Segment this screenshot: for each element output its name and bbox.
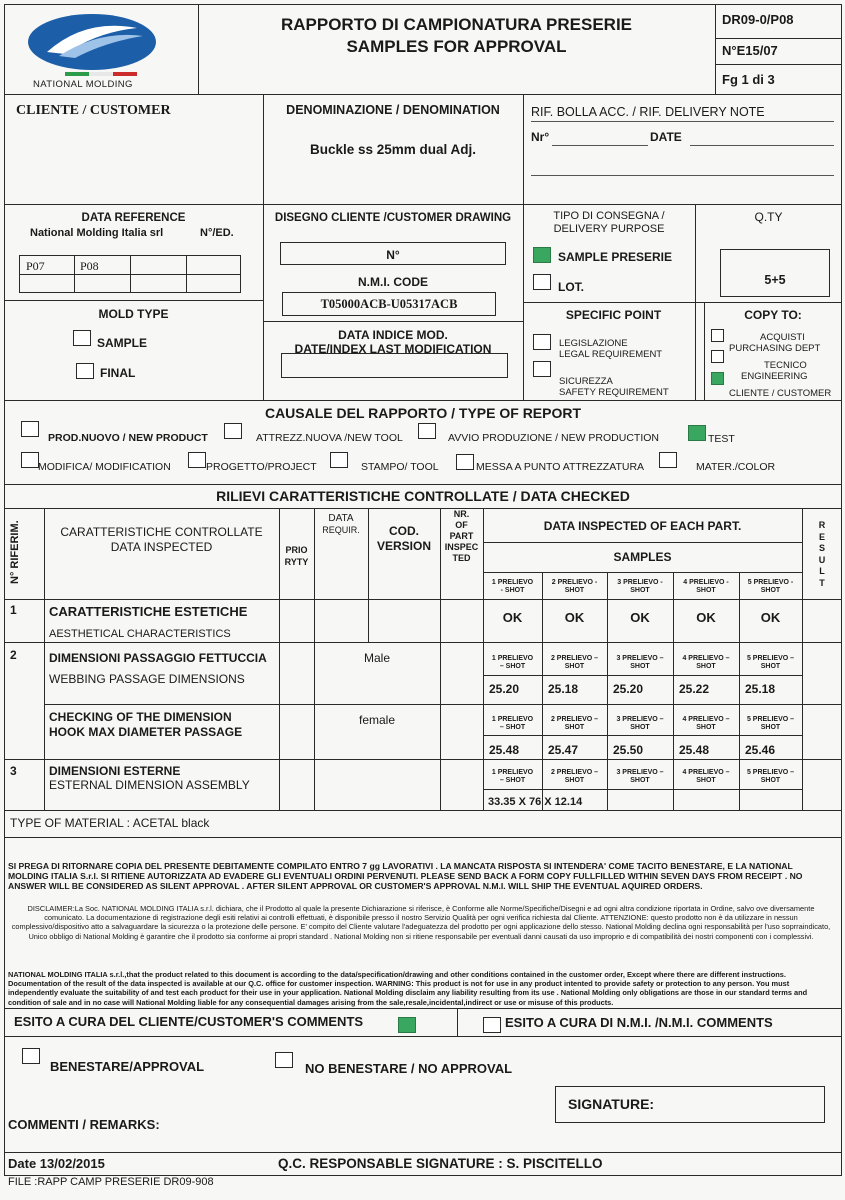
copy-purchasing-checkbox[interactable] xyxy=(711,329,724,342)
report-new-tool-checkbox[interactable] xyxy=(224,423,242,439)
report-modification-label: MODIFICA/ MODIFICATION xyxy=(38,461,171,473)
delivery-note-label: RIF. BOLLA ACC. / RIF. DELIVERY NOTE xyxy=(531,105,765,119)
edition-cell: P08 xyxy=(80,259,99,273)
copy-engineering-checkbox[interactable] xyxy=(711,372,724,385)
data-reference-value: National Molding Italia srl xyxy=(30,227,164,239)
nr-label: Nr° xyxy=(531,130,550,144)
shot-header: 1 PRELIEVO – SHOT xyxy=(491,655,534,670)
sample-value: 25.48 xyxy=(489,743,520,757)
safety-requirement-checkbox[interactable] xyxy=(533,361,551,377)
sample-value: 25.47 xyxy=(548,743,579,757)
shot-header: 1 PRELIEVO – SHOT xyxy=(491,769,534,784)
report-tool-tuning-checkbox[interactable] xyxy=(456,454,474,470)
mold-sample-checkbox[interactable] xyxy=(73,330,91,346)
version-column-header: VERSION xyxy=(376,539,431,553)
priority-column-header: PRIO xyxy=(285,545,308,555)
report-new-product-label: PROD.NUOVO / NEW PRODUCT xyxy=(48,432,208,444)
each-part-header: DATA INSPECTED OF EACH PART. xyxy=(543,519,742,533)
approval-notice: SI PREGA DI RITORNARE COPIA DEL PRESENTE DEBITAMENTE COMPILATO ENTRO 7 gg LAVORATIVI . LA MANCATA RISPOSTA SI INTENDERA' COME TACITO BENESTARE, E LA NATIONAL MOLDING ITALIA S.r.l. SI RITIENE AUTORIZZATA AD EVADERE GLI EVENTUALI ORDINI PERVENUTI. PLEASE SEND BACK A FORM COPY FULLFILLED WITHIN SEVEN DAYS FROM RECEIPT . NO ANSWER WILL BE CONSIDERED AS SILENT APPROVAL . AFTER SILENT APPROVAL OR CUSTOMER'S APPROVAL N.M.I. WILL SHIP THE EVENTUAL AQUIRED ORDERS. xyxy=(8,861,803,891)
company-logo xyxy=(25,12,165,92)
customer-comments-label: ESITO A CURA DEL CLIENTE/CUSTOMER'S COMMENTS xyxy=(14,1014,364,1029)
title-italian: RAPPORTO DI CAMPIONATURA PRESERIE xyxy=(280,15,633,34)
sample-preserie-checkbox[interactable] xyxy=(533,247,551,263)
nmi-code-value: T05000ACB-U05317ACB xyxy=(320,297,458,311)
shot-header: 3 PRELIEVO – SHOT xyxy=(616,655,664,670)
sicurezza-label: SICUREZZA xyxy=(559,376,613,387)
data-req-column-header: DATA xyxy=(328,513,354,524)
row-number: 2 xyxy=(10,648,17,662)
report-test-label: TEST xyxy=(708,433,735,445)
data-checked-title: RILIEVI CARATTERISTICHE CONTROLLATE / DATA CHECKED xyxy=(216,488,630,504)
char-column-header: CARATTERISTICHE CONTROLLATE xyxy=(60,525,263,539)
delivery-purpose-label: TIPO DI CONSEGNA / xyxy=(553,210,665,222)
row-name-en: ESTERNAL DIMENSION ASSEMBLY xyxy=(49,778,250,792)
shot-header: 3 PRELIEVO - SHOT xyxy=(617,579,663,594)
nr-parts-column-header: NR. OF PART INSPEC TED xyxy=(444,509,479,563)
title-english: SAMPLES FOR APPROVAL xyxy=(346,37,567,56)
requirement-value: female xyxy=(358,713,396,727)
row-number: 3 xyxy=(10,764,17,778)
nmi-comments-label: ESITO A CURA DI N.M.I. /N.M.I. COMMENTS xyxy=(505,1015,773,1030)
shot-header: 5 PRELIEVO – SHOT xyxy=(746,716,795,731)
qc-signature: Q.C. RESPONSABLE SIGNATURE : S. PISCITELLO xyxy=(278,1156,603,1171)
sample-value: 25.48 xyxy=(679,743,710,757)
sample-value: 33.35 X 76 X 12.14 xyxy=(488,796,583,808)
row-name: DIMENSIONI PASSAGGIO FETTUCCIA xyxy=(49,651,267,665)
delivery-purpose-label-en: DELIVERY PURPOSE xyxy=(553,223,665,235)
sample-value: 25.18 xyxy=(548,682,579,696)
acquisti-label: ACQUISTI xyxy=(760,332,805,343)
mold-final-label: FINAL xyxy=(100,366,136,380)
denomination-value: Buckle ss 25mm dual Adj. xyxy=(309,142,477,157)
sample-value: 25.50 xyxy=(613,743,644,757)
qty-label: Q.TY xyxy=(754,210,783,224)
report-material-color-label: MATER./COLOR xyxy=(696,461,776,473)
row-name: DIMENSIONI ESTERNE xyxy=(49,764,181,778)
shot-header: 4 PRELIEVO – SHOT xyxy=(682,716,730,731)
sample-preserie-label: SAMPLE PRESERIE xyxy=(558,250,673,264)
data-reference-label: DATA REFERENCE xyxy=(81,212,186,224)
disclaimer-italian: DISCLAIMER:La Soc. NATIONAL MOLDING ITALIA s.r.l. dichiara, che il Prodotto al quale la presente Dichiarazione si riferisce, è Conforme alle Norme/Specifiche/Disegni e ad ogni altra condizione riportata in Ordine, salvo ove diversamente comunicato. La documentazione di registrazione degli esiti relativi ai controlli effettuati, è disponibile presso il nostro Servizio Qualità per ogni verifica richiesta dal Cliente. ATTENZIONE: questo prodotto non è da utilizzare in nessun complessivo/dispositivo atto a salvaguardare la sicurezza o la protezione delle persone. E' compito del Cliente valutare l'adeguatezza del prodotto per ogni applicazione dello stesso. National Molding declina ogni responsabilità per l'uso soprraindicato, Unico obbligo di National Molding è garantire che il prodotto sia conforme ai propri standard . National Molding non si ritiene responsabile per eventuali danni causati da uso improprio e di compatibilità dei nostri componenti con i complessivi. xyxy=(11,904,831,941)
edition-cell: P07 xyxy=(26,259,45,273)
customer-drawing-label: DISEGNO CLIENTE /CUSTOMER DRAWING xyxy=(274,212,512,224)
doc-code: DR09-0/P08 xyxy=(722,12,794,27)
copy-to-label: COPY TO: xyxy=(744,308,802,322)
qty-value: 5+5 xyxy=(764,273,786,287)
result-column-header: R E S U L T xyxy=(818,520,826,588)
report-new-production-checkbox[interactable] xyxy=(418,423,436,439)
row-name-en: HOOK MAX DIAMETER PASSAGE xyxy=(49,725,243,739)
date-field: Date 13/02/2015 xyxy=(8,1156,105,1171)
engineering-label: ENGINEERING xyxy=(741,371,808,382)
report-modification-checkbox[interactable] xyxy=(21,452,39,468)
date-label: DATE xyxy=(650,130,682,144)
shot-header: 3 PRELIEVO – SHOT xyxy=(616,769,664,784)
shot-header: 4 PRELIEVO – SHOT xyxy=(682,655,730,670)
approval-checkbox[interactable] xyxy=(22,1048,40,1064)
nmi-code-label: N.M.I. CODE xyxy=(357,275,428,289)
report-type-title: CAUSALE DEL RAPPORTO / TYPE OF REPORT xyxy=(264,405,582,421)
priority-column-header-2: RYTY xyxy=(284,557,309,567)
specific-point-label: SPECIFIC POINT xyxy=(565,308,662,322)
mold-final-checkbox[interactable] xyxy=(76,363,94,379)
legislazione-label: LEGISLAZIONE xyxy=(559,338,628,349)
sample-value: 25.20 xyxy=(613,682,644,696)
sample-value: 25.18 xyxy=(745,682,776,696)
mold-sample-label: SAMPLE xyxy=(97,336,148,350)
char-column-header-en: DATA INSPECTED xyxy=(110,540,213,554)
report-new-tool-label: ATTREZZ.NUOVA /NEW TOOL xyxy=(256,432,403,444)
no-approval-checkbox[interactable] xyxy=(275,1052,293,1068)
report-new-production-label: AVVIO PRODUZIONE / NEW PRODUCTION xyxy=(448,432,659,444)
sample-value: 25.22 xyxy=(679,682,710,696)
row-name-en: WEBBING PASSAGE DIMENSIONS xyxy=(49,672,245,686)
signature-label: SIGNATURE: xyxy=(568,1096,655,1112)
shot-header: 5 PRELIEVO - SHOT xyxy=(747,579,794,594)
index-modification-label: DATA INDICE MOD. xyxy=(338,328,448,342)
report-test-checkbox[interactable] xyxy=(688,425,706,441)
safety-requirement-label: SAFETY REQUIREMENT xyxy=(559,387,669,398)
legal-requirement-label: LEGAL REQUIREMENT xyxy=(559,349,663,360)
index-modification-label-en: DATE/INDEX LAST MODIFICATION xyxy=(294,342,492,356)
drawing-number-label: N° xyxy=(386,248,400,262)
row-name-en: AESTHETICAL CHARACTERISTICS xyxy=(49,628,231,640)
shot-header: 4 PRELIEVO - SHOT xyxy=(683,579,729,594)
no-approval-label: NO BENESTARE / NO APPROVAL xyxy=(305,1061,513,1076)
nmi-comments-checkbox[interactable] xyxy=(483,1017,501,1033)
copy-customer-label: CLIENTE / CUSTOMER xyxy=(729,388,832,399)
shot-header: 2 PRELIEVO – SHOT xyxy=(550,769,599,784)
row-name: CHECKING OF THE DIMENSION xyxy=(49,710,232,724)
shot-header: 3 PRELIEVO – SHOT xyxy=(616,716,664,731)
data-req-column-header-2: REQUIR. xyxy=(322,525,360,535)
row-name: CARATTERISTICHE ESTETICHE xyxy=(49,604,248,619)
sheet-number: Fg 1 di 3 xyxy=(722,72,775,87)
sample-value: 25.46 xyxy=(745,743,776,757)
brand-name: NATIONAL MOLDING xyxy=(33,79,133,90)
report-project-label: PROGETTO/PROJECT xyxy=(206,461,317,473)
sample-value: OK xyxy=(760,610,781,625)
shot-header: 2 PRELIEVO – SHOT xyxy=(550,716,599,731)
row-number: 1 xyxy=(10,603,17,617)
shot-header: 2 PRELIEVO - SHOT xyxy=(551,579,598,594)
purchasing-dept-label: PURCHASING DEPT xyxy=(729,343,821,354)
report-tool-label: STAMPO/ TOOL xyxy=(361,461,439,473)
legal-requirement-checkbox[interactable] xyxy=(533,334,551,350)
report-new-product-checkbox[interactable] xyxy=(21,421,39,437)
sample-value: 25.20 xyxy=(489,682,520,696)
samples-header: SAMPLES xyxy=(613,550,672,564)
report-project-checkbox[interactable] xyxy=(188,452,206,468)
edition-grid xyxy=(19,255,241,293)
material-type: TYPE OF MATERIAL : ACETAL black xyxy=(10,816,210,830)
remarks-label: COMMENTI / REMARKS: xyxy=(8,1117,160,1132)
customer-label: CLIENTE / CUSTOMER xyxy=(16,103,171,118)
sample-value: OK xyxy=(630,610,650,625)
english-statement: NATIONAL MOLDING ITALIA s.r.l.,that the product related to this document is according to the data/specification/drawing and other conditions contained in the customer order, Except where there are different instructions. Documentation of the result of the data inspected is available at our Q.C. office for customer inspection. WARNING: This product is not for use in any product intented to provide safety or protection to any person. You must independently evaluate the suitability of and test each product for their use in your application. National Molding disclaim any liability resulting from its use . National Molding only obligations are those in our standard terms and condition of sale and in no case will National Molding liable for any consequential damages arising from the sale,resale,incidental,indirect or use or misuse of this products. xyxy=(8,970,808,1007)
copy-engineering-cb-top[interactable] xyxy=(711,350,724,363)
report-tool-tuning-label: MESSA A PUNTO ATTREZZATURA xyxy=(476,461,645,473)
requirement-value: Male xyxy=(363,651,390,665)
customer-comments-checkbox[interactable] xyxy=(398,1017,416,1033)
sample-value: OK xyxy=(696,610,716,625)
shot-header: 5 PRELIEVO – SHOT xyxy=(746,655,795,670)
shot-header: 1 PRELIEVO - SHOT xyxy=(491,579,534,594)
lot-label: LOT. xyxy=(558,280,584,294)
shot-header: 5 PRELIEVO – SHOT xyxy=(746,769,795,784)
lot-checkbox[interactable] xyxy=(533,274,551,290)
denomination-label: DENOMINAZIONE / DENOMINATION xyxy=(286,103,500,117)
doc-number: N°E15/07 xyxy=(722,43,778,58)
shot-header: 2 PRELIEVO – SHOT xyxy=(550,655,599,670)
index-modification-field[interactable] xyxy=(281,353,508,378)
report-material-color-checkbox[interactable] xyxy=(659,452,677,468)
approval-label: BENESTARE/APPROVAL xyxy=(50,1059,205,1074)
file-reference: FILE :RAPP CAMP PRESERIE DR09-908 xyxy=(8,1176,214,1188)
shot-header: 4 PRELIEVO – SHOT xyxy=(682,769,730,784)
sample-value: OK xyxy=(502,610,523,625)
mold-type-label: MOLD TYPE xyxy=(98,307,169,321)
ed-label: N°/ED. xyxy=(200,227,234,239)
sample-value: OK xyxy=(564,610,585,625)
shot-header: 1 PRELIEVO – SHOT xyxy=(491,716,534,731)
ref-column-header: N° RIFERIM. xyxy=(9,520,21,584)
report-tool-checkbox[interactable] xyxy=(330,452,348,468)
cod-column-header: COD. xyxy=(389,524,419,538)
tecnico-label: TECNICO xyxy=(764,360,807,371)
